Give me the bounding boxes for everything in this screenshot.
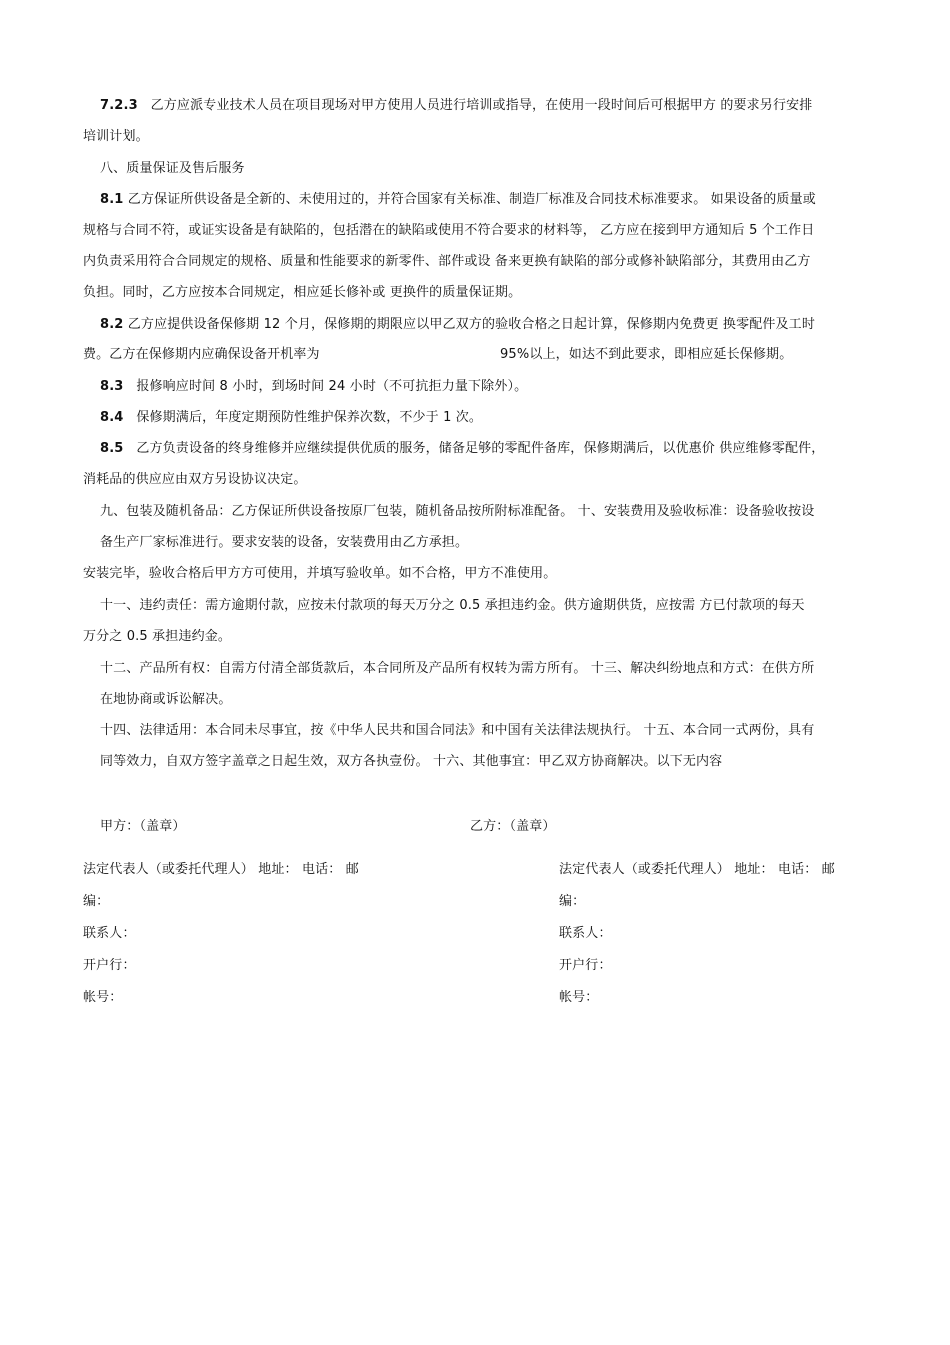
clause-8-2-line-2a: 费。乙方在保修期内应确保设备开机率为 xyxy=(83,347,320,362)
party-b-representative: 法定代表人（或委托代理人） 地址： 电话： 邮 xyxy=(559,862,835,877)
clause-8-2-line-2b: 95%以上，如达不到此要求，即相应延长保修期。 xyxy=(500,347,793,362)
clause-text: 乙方应派专业技术人员在项目现场对甲方使用人员进行培训或指导，在使用一段时间后可根据甲方 的要求另行安排 xyxy=(150,98,813,113)
clause-8-4 xyxy=(100,409,482,427)
section-9-10-line-3: 安装完毕，验收合格后甲方方可使用，并填写验收单。如不合格，甲方不准使用。 xyxy=(83,566,557,581)
clause-8-1-line-2: 规格与合同不符，或证实设备是有缺陷的，包括潜在的缺陷或使用不符合要求的材料等， 乙方应在接到甲方通知后 5 个工作日 xyxy=(83,223,815,238)
party-b-title: 乙方：（盖章） xyxy=(470,819,556,834)
section-12-13-line-2: 在地协商或诉讼解决。 xyxy=(100,692,232,707)
clause-8-5-line-2: 消耗品的供应应由双方另设协议决定。 xyxy=(83,472,307,487)
section-14-16-line-2: 同等效力，自双方签字盖章之日起生效，双方各执壹份。 十六、其他事宜：甲乙双方协商解决。以下无内容 xyxy=(100,754,723,769)
clause-8-3 xyxy=(100,378,527,396)
section-11-line-2: 万分之 0.5 承担违约金。 xyxy=(83,629,232,644)
clause-number: 7.2.3 xyxy=(100,98,138,113)
clause-number: 8.3 xyxy=(100,379,124,394)
clause-number: 8.1 xyxy=(100,192,124,207)
clause-number: 8.5 xyxy=(100,441,124,456)
section-14-16-line-1: 十四、法律适用：本合同未尽事宜，按《中华人民共和国合同法》和中国有关法律法规执行。 十五、本合同一式两份，具有 xyxy=(100,723,815,738)
party-b-contact: 联系人： xyxy=(559,926,612,941)
section-12-13-line-1: 十二、产品所有权：自需方付清全部货款后，本合同所及产品所有权转为需方所有。 十三、解决纠纷地点和方式：在供方所 xyxy=(100,661,815,676)
clause-text: 保修期满后，年度定期预防性维护保养次数，不少于 1 次。 xyxy=(136,410,483,425)
clause-text: 乙方保证所供设备是全新的、未使用过的，并符合国家有关标准、制造厂标准及合同技术标准要求。 如果设备的质量或 xyxy=(127,192,816,207)
clause-text: 乙方应提供设备保修期 12 个月，保修期的期限应以甲乙双方的验收合格之日起计算，保修期内免费更 换零配件及工时 xyxy=(127,317,815,332)
section-9-10-line-2: 备生产厂家标准进行。要求安装的设备，安装费用由乙方承担。 xyxy=(100,535,469,550)
party-a-contact: 联系人： xyxy=(83,926,136,941)
party-a-postcode: 编： xyxy=(83,894,110,909)
party-b-postcode: 编： xyxy=(559,894,586,909)
section-8-heading: 八、质量保证及售后服务 xyxy=(100,161,245,176)
clause-7-2-3-line-2: 培训计划。 xyxy=(83,129,149,144)
clause-8-5-line-1 xyxy=(100,440,824,458)
clause-text: 报修响应时间 8 小时，到场时间 24 小时（不可抗拒力量下除外）。 xyxy=(136,379,528,394)
clause-7-2-3-line-1 xyxy=(100,97,812,115)
section-9-10-line-1: 九、包装及随机备品：乙方保证所供设备按原厂包装，随机备品按所附标准配备。 十、安装费用及验收标准：设备验收按设 xyxy=(100,504,815,519)
clause-text: 乙方负责设备的终身维修并应继续提供优质的服务，储备足够的零配件备库，保修期满后，以优惠价 供应维修零配件， xyxy=(136,441,825,456)
party-a-representative: 法定代表人（或委托代理人） 地址： 电话： 邮 xyxy=(83,862,359,877)
clause-number: 8.2 xyxy=(100,317,124,332)
clause-8-1-line-1 xyxy=(100,191,816,209)
party-a-account: 帐号： xyxy=(83,990,123,1005)
clause-8-1-line-3: 内负责采用符合合同规定的规格、质量和性能要求的新零件、部件或设 备来更换有缺陷的部分或修补缺陷部分，其费用由乙方 xyxy=(83,254,811,269)
clause-8-1-line-4: 负担。同时，乙方应按本合同规定，相应延长修补或 更换件的质量保证期。 xyxy=(83,285,522,300)
clause-number: 8.4 xyxy=(100,410,124,425)
party-a-title: 甲方：（盖章） xyxy=(100,819,186,834)
section-11-line-1: 十一、违约责任：需方逾期付款，应按未付款项的每天万分之 0.5 承担违约金。供方逾期供货，应按需 方已付款项的每天 xyxy=(100,598,805,613)
party-b-account: 帐号： xyxy=(559,990,599,1005)
party-b-bank: 开户行： xyxy=(559,958,612,973)
party-a-bank: 开户行： xyxy=(83,958,136,973)
clause-8-2-line-1 xyxy=(100,316,815,334)
